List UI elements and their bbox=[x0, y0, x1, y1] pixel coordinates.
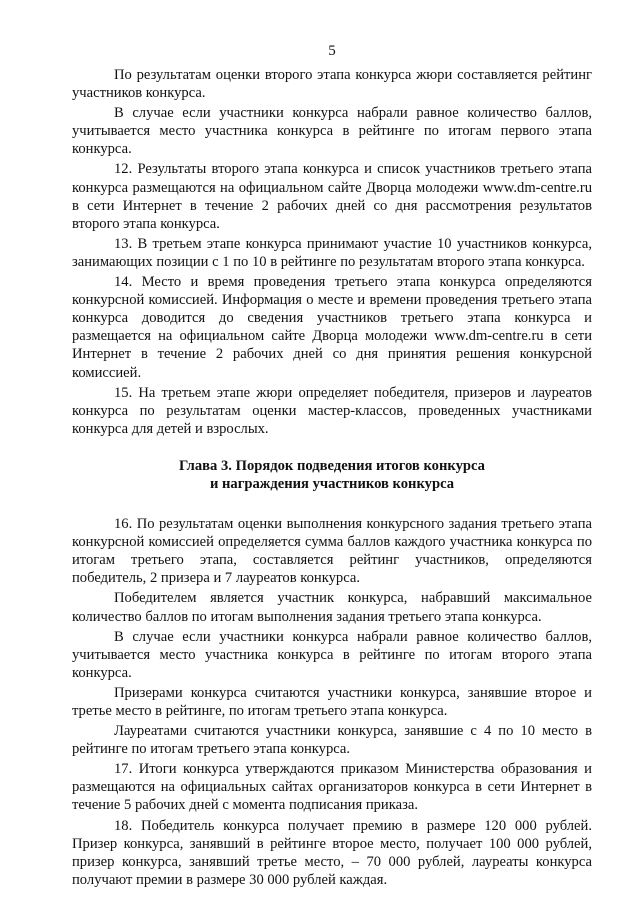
paragraphs-top bbox=[72, 66, 592, 438]
paragraph: 12. Результаты второго этапа конкурса и список участников третьего этапа конкурса размещаются на официальном сайте Дворца молодежи www.dm-centre.ru в сети Интернет в течение 2 рабочих дней со дня рассмотрения результатов второго этапа конкурса. bbox=[72, 161, 592, 232]
chapter-heading bbox=[72, 457, 592, 493]
paragraph: Победителем является участник конкурса, набравший максимальное количество баллов по итогам выполнения задания третьего этапа конкурса. bbox=[72, 590, 592, 625]
paragraph: 13. В третьем этапе конкурса принимают участие 10 участников конкурса, занимающих позиции с 1 по 10 в рейтинге по результатам второго этапа конкурса. bbox=[72, 235, 592, 270]
chapter-heading-line: Глава 3. Порядок подведения итогов конкурса bbox=[179, 457, 485, 474]
paragraph: Призерами конкурса считаются участники конкурса, занявшие второе и третье место в рейтинге, по итогам третьего этапа конкурса. bbox=[72, 684, 592, 719]
paragraph: 14. Место и время проведения третьего этапа конкурса определяются конкурсной комиссией. Информация о месте и времени проведения третьего этапа конкурса доводится до сведения участников третьего этапа конкурса и размещается на официальном сайте Дворца молодежи www.dm-centre.ru в сети Интернет в течение 2 рабочих дней со дня принятия решения конкурсной комиссией. bbox=[72, 274, 592, 381]
paragraph: В случае если участники конкурса набрали равное количество баллов, учитывается место участника конкурса в рейтинге по итогам второго этапа конкурса. bbox=[72, 628, 592, 681]
page-number: 5 bbox=[328, 43, 336, 59]
paragraph: 17. Итоги конкурса утверждаются приказом Министерства образования и размещаются на официальных сайтах организаторов конкурса в сети Интернет в течение 5 рабочих дней с момента подписания приказа. bbox=[72, 761, 592, 814]
chapter-heading-line: и награждения участников конкурса bbox=[209, 475, 455, 492]
paragraph: В случае если участники конкурса набрали равное количество баллов, учитывается место участника конкурса в рейтинге по итогам первого этапа конкурса. bbox=[72, 105, 592, 158]
paragraph: 16. По результатам оценки выполнения конкурсного задания третьего этапа конкурсной комиссией определяется сумма баллов каждого участника конкурса по итогам третьего этапа, составляется рейтинг участников, определяются победитель, 2 призера и 7 лауреатов конкурса. bbox=[72, 516, 592, 587]
paragraph: 15. На третьем этапе жюри определяет победителя, призеров и лауреатов конкурса по результатам оценки мастер-классов, проведенных участниками конкурса для детей и взрослых. bbox=[72, 384, 592, 437]
paragraph: По результатам оценки второго этапа конкурса жюри составляется рейтинг участников конкурса. bbox=[72, 67, 592, 102]
paragraph: Лауреатами считаются участники конкурса, занявшие с 4 по 10 место в рейтинге по итогам третьего этапа конкурса. bbox=[72, 723, 592, 758]
paragraph: 18. Победитель конкурса получает премию в размере 120 000 рублей. Призер конкурса, занявший в рейтинге второе место, получает 100 000 рублей, призер конкурса, занявший третье место, – 70 000 рублей, лауреаты конкурса получают премии в размере 30 000 рублей каждая. bbox=[72, 817, 592, 888]
paragraphs-bottom bbox=[72, 515, 592, 889]
